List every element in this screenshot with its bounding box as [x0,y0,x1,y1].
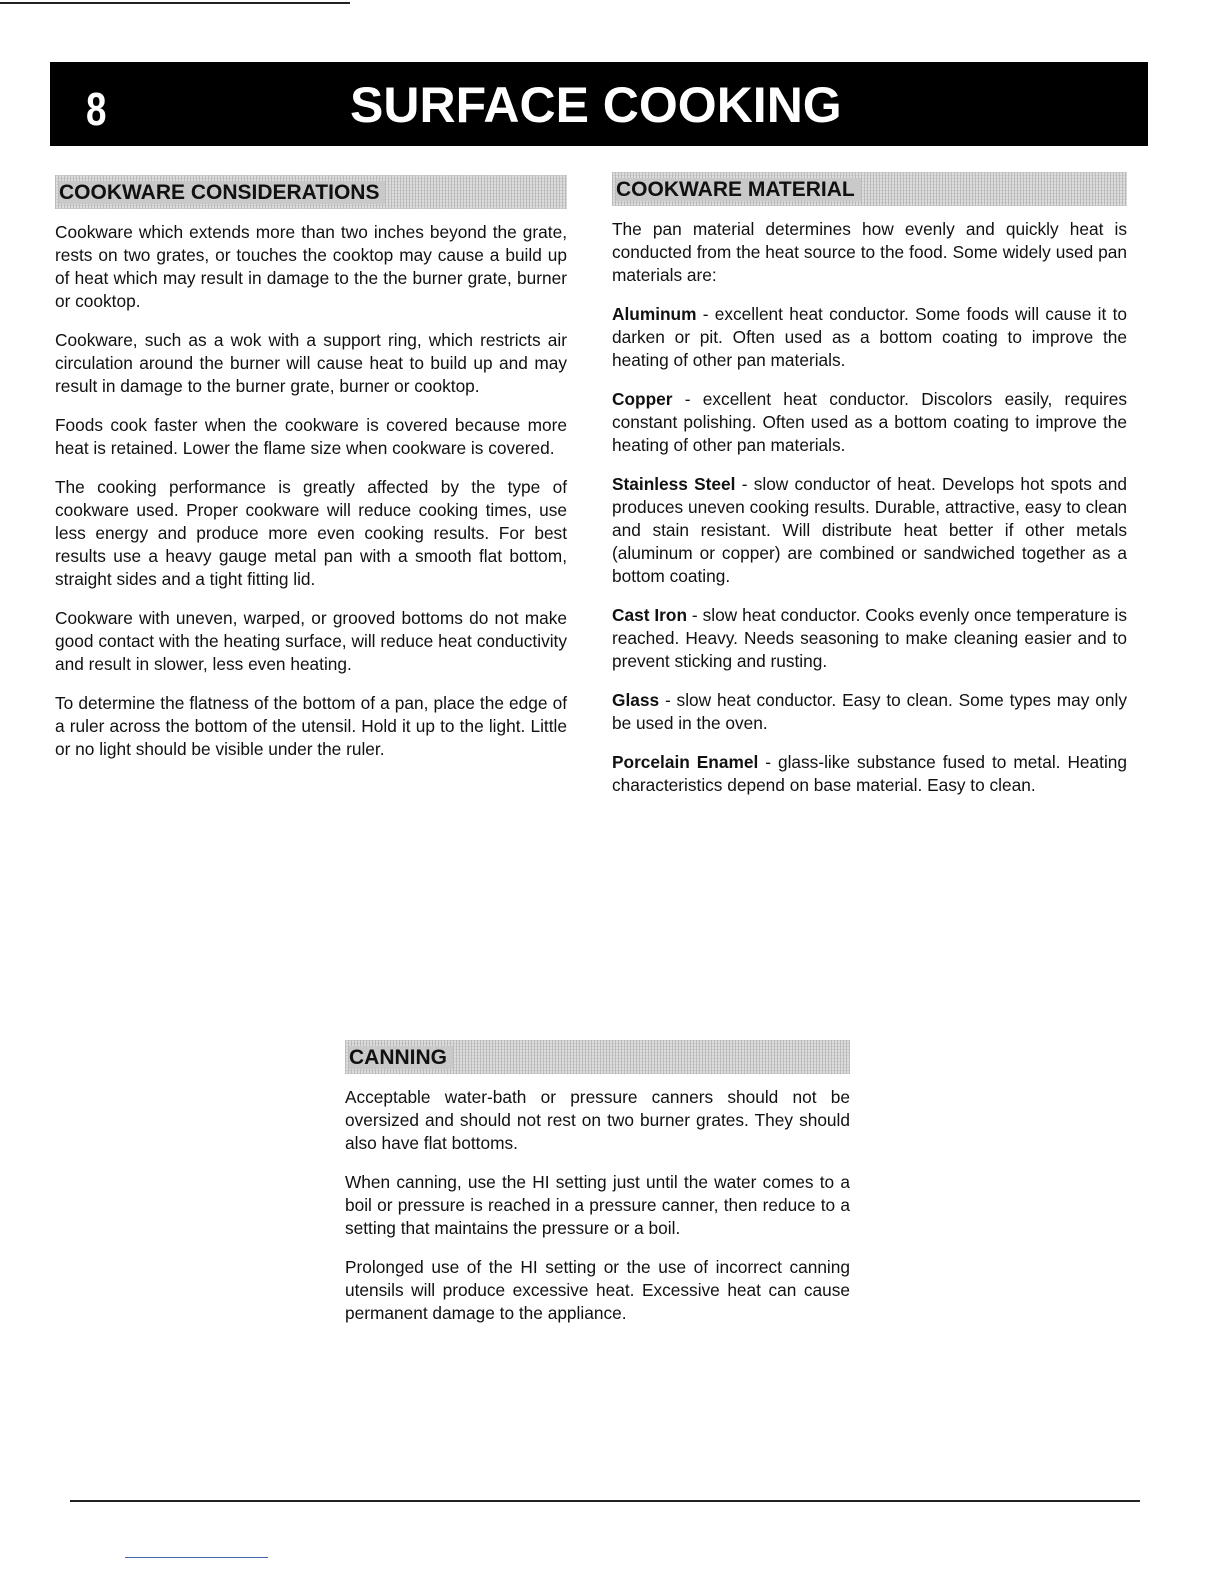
material-term: Copper [612,389,673,409]
material-item: Glass - slow heat conductor. Easy to clean. Some types may only be used in the oven. [612,690,1127,733]
material-item: Cast Iron - slow heat conductor. Cooks evenly once temperature is reached. Heavy. Needs seasoning to make cleaning easier and to prevent sticking and rusting. [612,605,1127,671]
cookware-considerations-section [55,175,567,777]
page-number: 8 [86,83,107,135]
material-item: Porcelain Enamel - glass-like substance fused to metal. Heating characteristics depend on base material. Easy to clean. [612,752,1128,795]
paragraph: Foods cook faster when the cookware is covered because more heat is retained. Lower the flame size when cookware is covered. [55,415,567,458]
paragraph: Cookware with uneven, warped, or grooved bottoms do not make good contact with the heating surface, will reduce heat conductivity and result in slower, less even heating. [55,608,567,674]
paragraph: Cookware, such as a wok with a support ring, which restricts air circulation around the burner will cause heat to build up and may result in damage to the burner grate, burner or cooktop. [55,330,567,396]
section-banner [50,62,1148,146]
paragraph: To determine the flatness of the bottom of a pan, place the edge of a ruler across the bottom of the utensil. Hold it up to the light. Little or no light should be visible under the ruler. [55,693,567,759]
page-title: SURFACE COOKING [350,77,842,133]
canning-section [345,1040,850,1341]
material-item: Aluminum - excellent heat conductor. Some foods will cause it to darken or pit. Often used as a bottom coating to improve the heating of other pan materials. [612,304,1127,370]
material-term: Stainless Steel [612,474,736,494]
paragraph: The pan material determines how evenly and quickly heat is conducted from the heat source to the food. Some widely used pan materials are: [612,219,1127,285]
paragraph: When canning, use the HI setting just until the water comes to a boil or pressure is reached in a pressure canner, then reduce to a setting that maintains the pressure or a boil. [345,1172,850,1238]
material-item: Copper - excellent heat conductor. Discolors easily, requires constant polishing. Often used as a bottom coating to improve the heating of other pan materials. [612,389,1127,455]
top-rule [0,2,350,4]
bottom-rule [70,1500,1140,1502]
paragraph: The cooking performance is greatly affected by the type of cookware used. Proper cookware will reduce cooking times, use less energy and produce more even cooking results. For best results use a heavy gauge metal pan with a smooth flat bottom, straight sides and a tight fitting lid. [55,477,567,589]
material-term: Porcelain Enamel [612,752,759,772]
paragraph: Prolonged use of the HI setting or the use of incorrect canning utensils will produce excessive heat. Excessive heat can cause permanent damage to the appliance. [345,1257,850,1323]
material-item: Stainless Steel - slow conductor of heat. Develops hot spots and produces uneven cooking results. Durable, attractive, easy to clean and stain resistant. Will distribute heat better if other metals (aluminum or copper) are combined or sandwiched together as a bottom coating. [612,474,1128,586]
material-term: Aluminum [612,304,697,324]
paragraph: Acceptable water-bath or pressure canners should not be oversized and should not rest on two burner grates. They should also have flat bottoms. [345,1087,850,1153]
material-term: Cast Iron [612,605,688,625]
material-term: Glass [612,690,660,710]
paragraph: Cookware which extends more than two inches beyond the grate, rests on two grates, or touches the cooktop may cause a build up of heat which may result in damage to the the burner grate, burner or cooktop. [55,222,567,311]
section-heading: CANNING [345,1040,850,1074]
footer-rule [125,1557,268,1558]
cookware-material-section [612,172,1127,813]
section-heading: COOKWARE MATERIAL [612,172,1127,206]
section-heading: COOKWARE CONSIDERATIONS [55,175,567,209]
